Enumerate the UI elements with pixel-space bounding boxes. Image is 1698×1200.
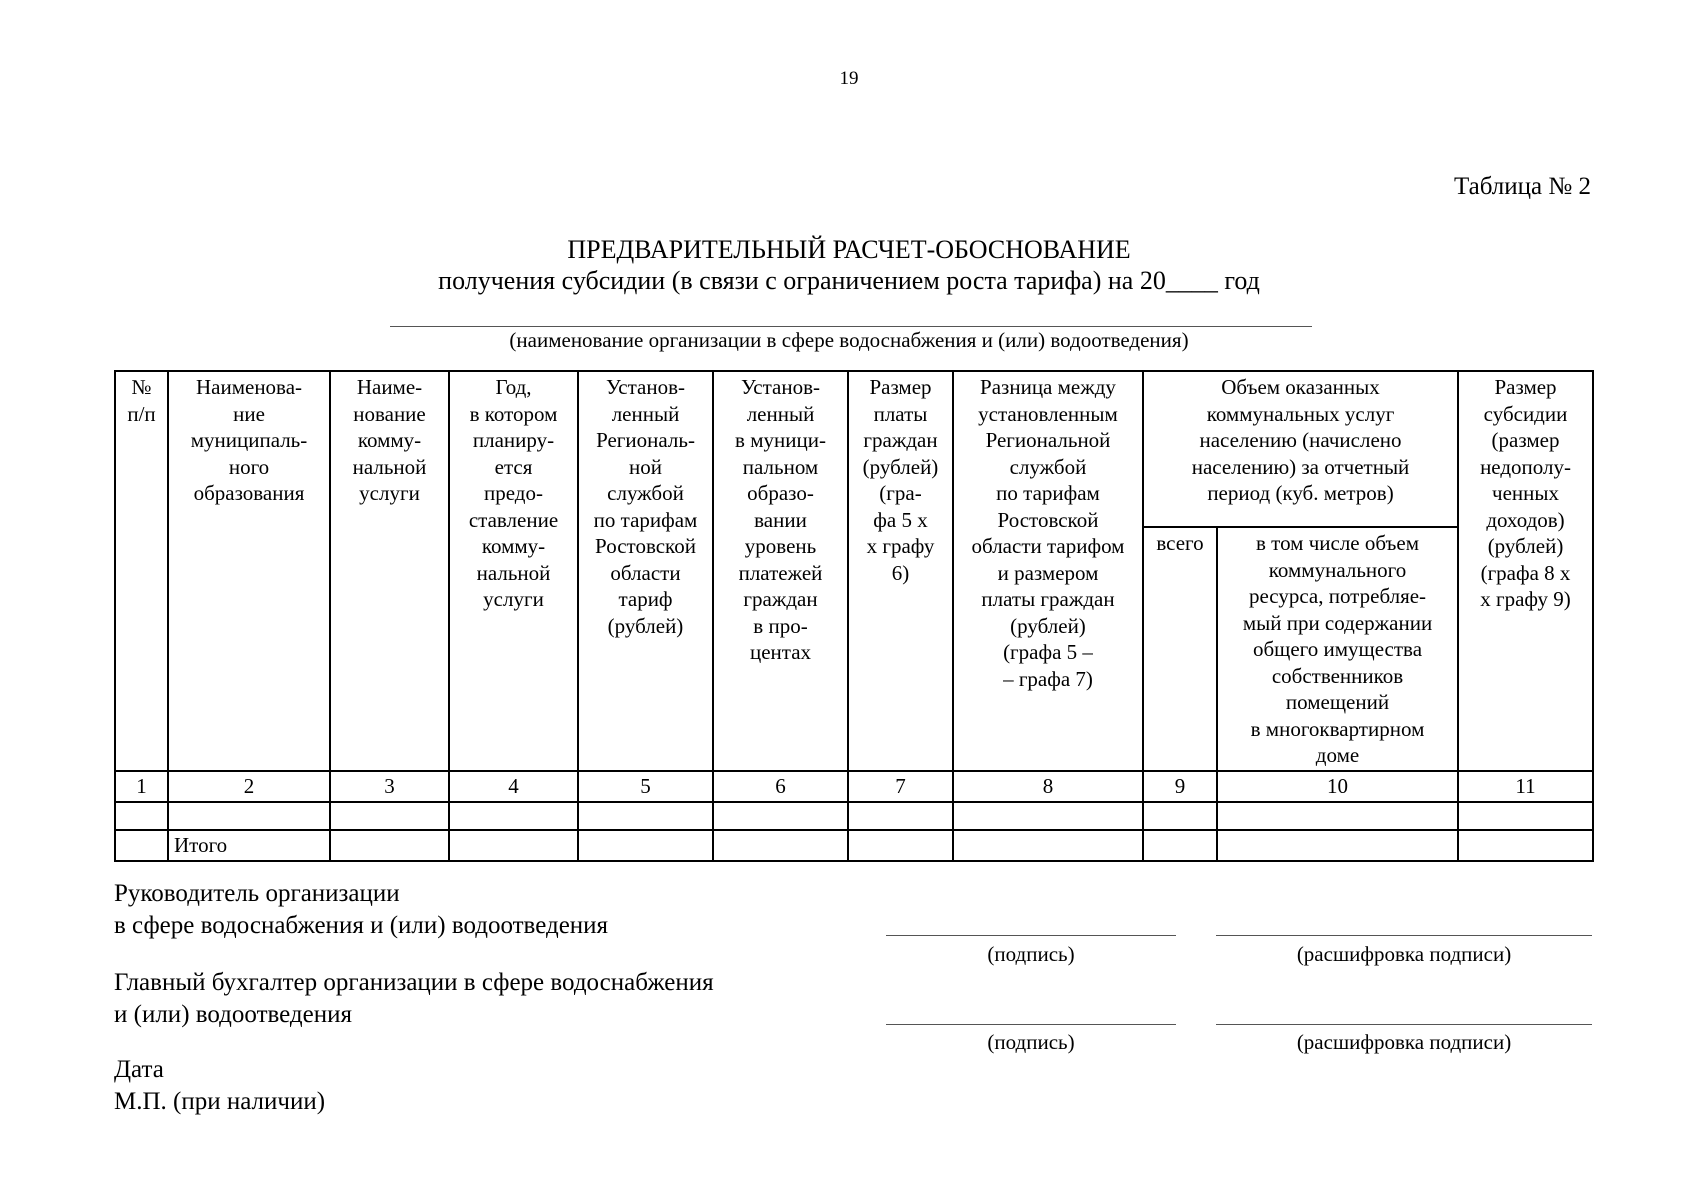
- head-role-label: Руководитель организации в сфере водоснабжения и (или) водоотведения: [114, 880, 609, 939]
- table-cell[interactable]: [330, 830, 449, 861]
- header-volume-total: всего: [1143, 527, 1217, 771]
- total-row: [115, 830, 1593, 861]
- page-number: 19: [839, 68, 859, 89]
- column-number: 11: [1458, 771, 1593, 802]
- table-cell[interactable]: [1217, 802, 1458, 830]
- column-number: 3: [330, 771, 449, 802]
- accountant-decoding-caption: (расшифровка подписи): [1296, 1030, 1512, 1054]
- table-cell[interactable]: [1143, 830, 1217, 861]
- head-signature-caption: (подпись): [987, 942, 1075, 966]
- head-decoding-caption: (расшифровка подписи): [1296, 942, 1512, 966]
- header-regional-tariff: Установ- ленный Региональ- ной службой по тарифам Ростовской области тариф (рублей): [578, 371, 713, 771]
- table-cell[interactable]: [1217, 830, 1458, 861]
- table-cell[interactable]: [1143, 802, 1217, 830]
- header-tariff-difference: Разница между установленным Региональной службой по тарифам Ростовской области тарифом и размером платы граждан (рублей) (графа 5 – – графа 7): [953, 371, 1143, 771]
- column-number: 6: [713, 771, 848, 802]
- table-cell[interactable]: [578, 802, 713, 830]
- column-number: 5: [578, 771, 713, 802]
- header-service-volume: Объем оказанных коммунальных услуг населению (начислено населению) за отчетный период (куб. метров): [1143, 371, 1458, 527]
- column-number: 9: [1143, 771, 1217, 802]
- column-number-row: [115, 771, 1593, 802]
- organization-name-caption: (наименование организации в сфере водоснабжения и (или) водоотведения): [509, 328, 1189, 352]
- table-cell[interactable]: [1458, 830, 1593, 861]
- table-cell[interactable]: [330, 802, 449, 830]
- column-number: 10: [1217, 771, 1458, 802]
- total-label: Итого: [168, 830, 330, 861]
- table-cell[interactable]: [115, 802, 168, 830]
- column-number: 4: [449, 771, 578, 802]
- head-signature-line[interactable]: [886, 935, 1176, 936]
- table-cell[interactable]: [848, 830, 953, 861]
- accountant-role-label: Главный бухгалтер организации в сфере водоснабжения и (или) водоотведения: [114, 969, 714, 1028]
- seal-label: М.П. (при наличии): [114, 1088, 326, 1115]
- table-cell[interactable]: [578, 830, 713, 861]
- column-number: 1: [115, 771, 168, 802]
- header-planned-year: Год, в котором планиру- ется предо- ставление комму- нальной услуги: [449, 371, 578, 771]
- accountant-signature-caption: (подпись): [987, 1030, 1075, 1054]
- table-cell[interactable]: [1458, 802, 1593, 830]
- header-municipality: Наименова- ние муниципаль- ного образования: [168, 371, 330, 771]
- table-cell[interactable]: [449, 802, 578, 830]
- calculation-table: [114, 370, 1594, 862]
- header-utility-service: Наиме- нование комму- нальной услуги: [330, 371, 449, 771]
- table-cell[interactable]: [848, 802, 953, 830]
- accountant-decoding-line[interactable]: [1216, 1024, 1592, 1025]
- table-cell[interactable]: [115, 830, 168, 861]
- column-number: 2: [168, 771, 330, 802]
- table-row: [115, 802, 1593, 830]
- header-citizen-payment: Размер платы граждан (рублей) (гра- фа 5 х х графу 6): [848, 371, 953, 771]
- table-cell[interactable]: [449, 830, 578, 861]
- table-cell[interactable]: [953, 802, 1143, 830]
- organization-name-line[interactable]: [390, 326, 1312, 327]
- header-subsidy-amount: Размер субсидии (размер недополу- ченных доходов) (рублей) (графа 8 х х графу 9): [1458, 371, 1593, 771]
- document-subtitle: получения субсидии (в связи с ограничением роста тарифа) на 20____ год: [438, 266, 1260, 295]
- head-decoding-line[interactable]: [1216, 935, 1592, 936]
- table-cell[interactable]: [713, 802, 848, 830]
- column-number: 8: [953, 771, 1143, 802]
- column-number: 7: [848, 771, 953, 802]
- header-row-number: № п/п: [115, 371, 168, 771]
- table-cell[interactable]: [953, 830, 1143, 861]
- table-label: Таблица № 2: [1453, 173, 1591, 200]
- table-cell[interactable]: [713, 830, 848, 861]
- table-cell[interactable]: [168, 802, 330, 830]
- document-title: ПРЕДВАРИТЕЛЬНЫЙ РАСЧЕТ-ОБОСНОВАНИЕ: [567, 235, 1131, 264]
- accountant-signature-line[interactable]: [886, 1024, 1176, 1025]
- header-payment-level: Установ- ленный в муници- пальном образо- вании уровень платежей граждан в про- центах: [713, 371, 848, 771]
- header-volume-common-property: в том числе объем коммунального ресурса, потребляе- мый при содержании общего имущества собственников помещений в многоквартирном доме: [1217, 527, 1458, 771]
- date-label: Дата: [114, 1056, 164, 1083]
